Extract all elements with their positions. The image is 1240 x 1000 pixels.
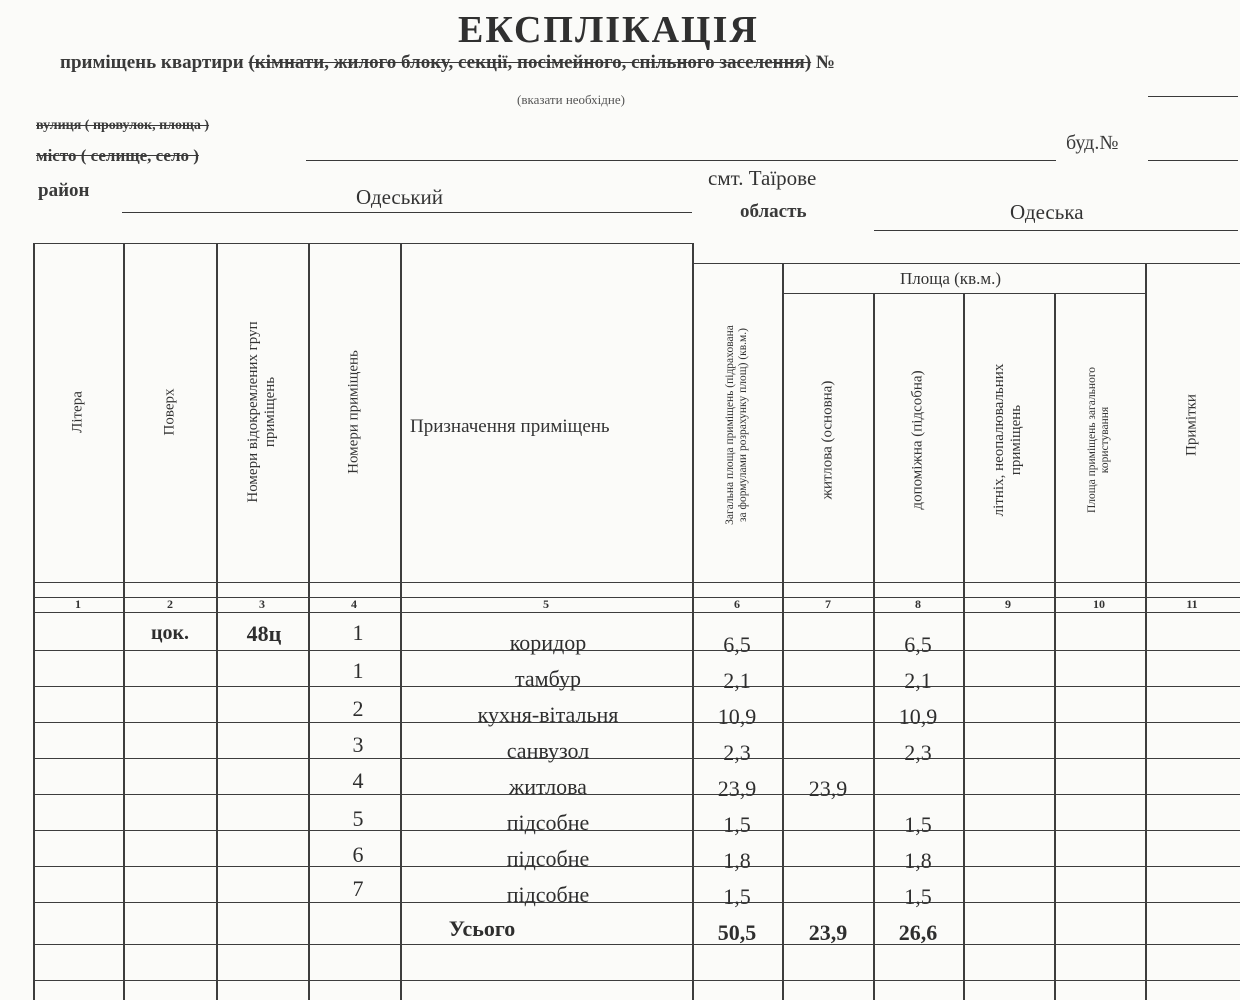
row-line <box>33 722 1240 723</box>
numbers-row-line <box>33 597 1240 598</box>
district-value: Одеський <box>356 185 443 209</box>
cell-total: 1,5 <box>723 884 751 909</box>
header-auxiliary: допоміжна (підсобна) <box>909 370 926 510</box>
header-total-area: Загальна площа приміщень (підрахована за формулами розрахунку площ) (кв.м.) <box>723 325 749 525</box>
column-number: 11 <box>1186 597 1198 611</box>
subtitle-struck: (кімнати, жилого блоку, секції, посімейного, спільного заселення) <box>248 52 812 73</box>
building-label: буд.№ <box>1066 132 1119 154</box>
table-col-divider <box>308 243 310 1000</box>
row-line <box>33 902 1240 903</box>
table-border-left <box>33 243 35 1000</box>
cell-total: 2,3 <box>723 740 751 765</box>
cell-aux: 1,5 <box>904 884 932 909</box>
redacted-apartment-number <box>1168 62 1218 88</box>
column-number: 6 <box>734 597 740 611</box>
column-number: 7 <box>825 597 831 611</box>
cell-room: 4 <box>352 768 364 793</box>
row-line <box>33 794 1240 795</box>
cell-total: 2,1 <box>723 668 751 693</box>
region-label: область <box>740 201 807 222</box>
cell-aux: 1,8 <box>904 848 932 873</box>
cell-living: 23,9 <box>808 776 848 801</box>
area-group-divider <box>782 293 1145 294</box>
table-col-divider <box>692 243 694 1000</box>
column-number: 3 <box>259 597 265 611</box>
cell-purpose: тамбур <box>515 666 581 691</box>
total-aux-sum: 26,6 <box>898 920 938 945</box>
column-number: 5 <box>543 597 549 611</box>
header-floor: Поверх <box>161 388 178 436</box>
cell-purpose: житлова <box>509 774 587 799</box>
subtitle-plain: приміщень квартири <box>60 52 244 73</box>
header-area-group: Площа (кв.м.) <box>900 269 1002 288</box>
table-col-divider <box>216 243 218 1000</box>
cell-purpose: кухня-вітальня <box>477 702 619 727</box>
cell-purpose: підсобне <box>506 882 590 907</box>
table-col-divider <box>873 293 875 1000</box>
cell-room: 7 <box>352 876 364 901</box>
table-col-divider <box>1054 293 1056 1000</box>
city-label: місто ( селище, село ) <box>36 146 199 165</box>
cell-aux: 6,5 <box>904 632 932 657</box>
cell-aux: 1,5 <box>904 812 932 837</box>
header-group-numbers: Номери відокремлених груп приміщень <box>244 321 278 503</box>
district-label: район <box>38 180 90 201</box>
header-notes: Примітки <box>1183 394 1200 456</box>
cell-purpose: підсобне <box>506 810 590 835</box>
apartment-number-label: № <box>815 52 835 73</box>
table-col-divider <box>963 293 965 1000</box>
header-common: Площа приміщень загального користування <box>1085 366 1111 514</box>
cell-aux: 2,3 <box>904 740 932 765</box>
street-label: вулиця ( провулок, площа ) <box>36 118 210 133</box>
table-border-top-right <box>692 263 1240 264</box>
column-number: 9 <box>1005 597 1011 611</box>
row-line <box>33 686 1240 687</box>
redacted-street <box>600 126 800 154</box>
header-purpose: Призначення приміщень <box>410 416 610 437</box>
header-room-numbers: Номери приміщень <box>345 350 362 474</box>
cell-total: 1,5 <box>723 812 751 837</box>
table-col-divider <box>1145 263 1147 1000</box>
row-line <box>33 980 1240 981</box>
row-line <box>33 758 1240 759</box>
cell-purpose: коридор <box>509 630 587 655</box>
cell-aux: 10,9 <box>898 704 938 729</box>
cell-total: 23,9 <box>717 776 757 801</box>
cell-group: 48ц <box>246 621 282 646</box>
column-number: 8 <box>915 597 921 611</box>
region-line <box>874 230 1238 231</box>
cell-total: 6,5 <box>723 632 751 657</box>
hint-text: (вказати необхідне) <box>517 92 625 107</box>
redacted-building <box>1170 130 1220 156</box>
cell-total: 1,8 <box>723 848 751 873</box>
row-line <box>33 944 1240 945</box>
row-line <box>33 650 1240 651</box>
building-line <box>1148 160 1238 161</box>
cell-room: 2 <box>352 696 364 721</box>
document-subtitle <box>60 52 835 74</box>
cell-room: 5 <box>352 806 364 831</box>
table-col-divider <box>782 263 784 1000</box>
total-label: Усього <box>448 916 516 941</box>
header-summer: літніх, неопалювальних приміщень <box>990 363 1024 517</box>
header-bottom-line <box>33 582 1240 583</box>
table-border-top <box>33 243 692 244</box>
redacted-total-text <box>528 920 650 944</box>
cell-total: 10,9 <box>717 704 757 729</box>
table-col-divider <box>123 243 125 1000</box>
cell-room: 3 <box>352 732 364 757</box>
cell-floor: цок. <box>150 622 190 644</box>
region-value: Одеська <box>1010 200 1084 224</box>
row-line <box>33 830 1240 831</box>
column-number: 4 <box>351 597 357 611</box>
cell-aux: 2,1 <box>904 668 932 693</box>
cell-room: 6 <box>352 842 364 867</box>
cell-room: 1 <box>352 620 364 645</box>
settlement-value: смт. Таїрове <box>708 166 817 190</box>
column-number: 1 <box>75 597 81 611</box>
table-col-divider <box>400 243 402 1000</box>
header-liter: Літера <box>69 391 86 433</box>
column-number: 2 <box>167 597 173 611</box>
total-area-sum: 50,5 <box>717 920 757 945</box>
apartment-number-line <box>1148 96 1238 97</box>
cell-room: 1 <box>352 658 364 683</box>
column-number: 10 <box>1093 597 1105 611</box>
total-living-sum: 23,9 <box>808 920 848 945</box>
street-line <box>306 160 1056 161</box>
row-line <box>33 612 1240 613</box>
district-line <box>122 212 692 213</box>
header-living: житлова (основна) <box>819 380 836 500</box>
row-line <box>33 866 1240 867</box>
document-title: ЕКСПЛІКАЦІЯ <box>458 9 759 51</box>
cell-purpose: підсобне <box>506 846 590 871</box>
cell-purpose: санвузол <box>506 738 590 763</box>
